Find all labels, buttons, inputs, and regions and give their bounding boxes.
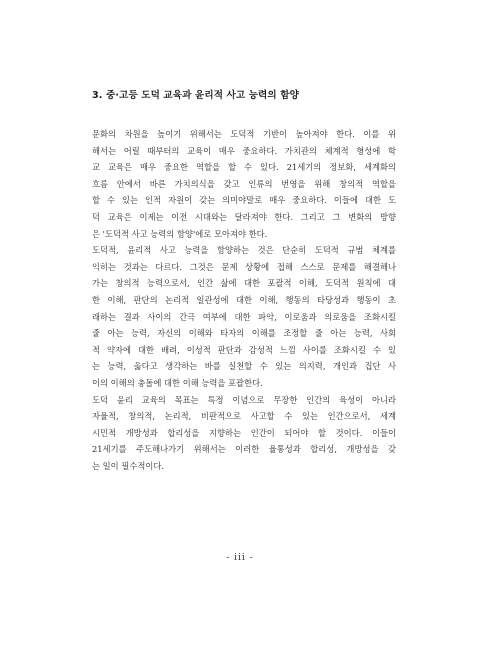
- text-line: 해서는 어릴 때부터의 교육이 매우 중요하다. 가치관의 체계적 형성에 학: [92, 145, 396, 156]
- text-line: 래하는 결과 사이의 간극 여부에 대한 파악, 이로움과 의로움을 조화시킬: [92, 311, 396, 322]
- section-heading: 3. 중·고등 도덕 교육과 윤리적 사고 능력의 함양: [92, 90, 299, 101]
- text-line: 는 능력, 옳다고 생각하는 바를 실천할 수 있는 의지력, 개인과 집단 사: [92, 361, 396, 372]
- text-line: 문화의 차원을 높이기 위해서는 도덕적 기반이 높아져야 한다. 이를 위: [92, 129, 396, 139]
- body-text: [92, 126, 396, 474]
- text-line: 흐름 안에서 바른 가치의식을 갖고 인류의 번영을 위해 창의적 역할을: [92, 178, 396, 189]
- text-line: 한 이해, 판단의 논리적 일관성에 대한 이해, 행동의 타당성과 행동이 초: [92, 294, 396, 305]
- text-line: 시민적 개방성과 합리성을 지향하는 인간이 되어야 할 것이다. 이들이: [92, 427, 396, 438]
- paragraph-1: [92, 126, 396, 242]
- text-line: 21세기를 주도해나가기 위해서는 이러한 율통성과 합리성, 개방성을 갖: [92, 444, 396, 455]
- text-line: 은 '도덕적 사고 능력의 함양'에로 모아져야 한다.: [92, 228, 268, 239]
- text-line: 익히는 것과는 다르다. 그것은 문제 상황에 접해 스스로 문제를 해결해나: [92, 261, 396, 272]
- paragraph-2: [92, 242, 396, 391]
- text-line: 줄 아는 능력, 자신의 이해와 타자의 이해를 조정할 줄 아는 능력, 사회: [92, 328, 396, 339]
- text-line: 는 일이 필수적이다.: [92, 460, 165, 471]
- text-line: 도덕 윤리 교육의 목표는 특정 이념으로 무장한 인간의 육성이 아니라: [92, 394, 396, 405]
- text-line: 가는 창의적 능력으로서, 인간 삶에 대한 포괄적 이해, 도덕적 원칙에 대: [92, 278, 396, 289]
- text-line: 자율적, 창의적, 논리적, 비판적으로 사고할 수 있는 인간으로서, 세계: [92, 411, 396, 422]
- text-line: 할 수 있는 인적 자원이 갖는 의미야말로 매우 중요하다. 이들에 대한 도: [92, 195, 396, 206]
- text-line: 교 교육은 매우 중요한 역할을 할 수 있다. 21세기의 정보화, 세계화의: [92, 162, 396, 173]
- page-number: - iii -: [226, 553, 254, 563]
- text-line: 덕 교육은 이제는 이전 시대와는 달라져야 한다. 그리고 그 변화의 방향: [92, 211, 396, 222]
- text-line: 적 약자에 대한 배려, 이성적 판단과 감성적 느낌 사이를 조화시킬 수 있: [92, 344, 396, 355]
- text-line: 도덕적, 윤리적 사고 능력을 함양하는 것은 단순히 도덕적 규범 체계를: [92, 245, 396, 256]
- text-line: 이의 이해의 충돌에 대한 이해 능력을 포괄한다.: [92, 377, 263, 388]
- paragraph-3: [92, 392, 396, 475]
